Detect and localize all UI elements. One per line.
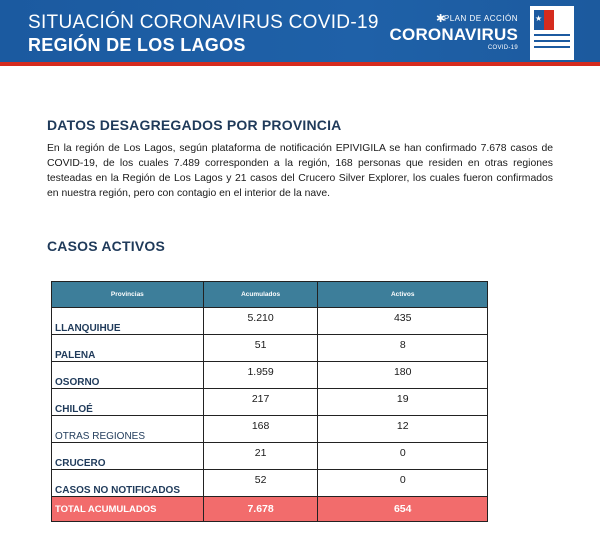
banner-title: SITUACIÓN CORONAVIRUS COVID-19 xyxy=(28,12,379,33)
active-value: 19 xyxy=(318,389,488,416)
section-title-provincia: DATOS DESAGREGADOS POR PROVINCIA xyxy=(47,117,342,133)
table-row xyxy=(52,416,488,443)
cases-table xyxy=(51,281,488,522)
accumulated-value: 217 xyxy=(203,389,318,416)
table-row xyxy=(52,470,488,497)
province-name: OSORNO xyxy=(52,362,204,389)
total-accumulated: 7.678 xyxy=(203,497,318,522)
intro-paragraph: En la región de Los Lagos, según plataforma de notificación EPIVIGILA se han confirmado 7.678 casos de COVID-19, de los cuales 7.489 corresponden a la región, 168 personas que residen en otras regiones testeadas en la Región de Los Lagos y 21 casos del Crucero Silver Explorer, los cuales fueron confirmados en nuestra región, pero con contagio en el interior de la nave. xyxy=(47,143,553,199)
accumulated-value: 168 xyxy=(203,416,318,443)
covid-label: COVID-19 xyxy=(487,45,518,51)
total-label: TOTAL ACUMULADOS xyxy=(52,497,204,522)
active-value: 0 xyxy=(318,443,488,470)
government-logo xyxy=(530,6,574,60)
table-row xyxy=(52,308,488,335)
active-value: 180 xyxy=(318,362,488,389)
accumulated-value: 51 xyxy=(203,335,318,362)
active-value: 12 xyxy=(318,416,488,443)
province-name: CRUCERO xyxy=(52,443,204,470)
table-row xyxy=(52,335,488,362)
province-name: CHILOÉ xyxy=(52,389,204,416)
province-name: CASOS NO NOTIFICADOS xyxy=(52,470,204,497)
table-total-row xyxy=(52,497,488,522)
active-value: 435 xyxy=(318,308,488,335)
flag-star-icon: ★ xyxy=(535,14,543,23)
table-row xyxy=(52,389,488,416)
header-acumulados: Acumulados xyxy=(203,282,318,308)
section-title-activos: CASOS ACTIVOS xyxy=(47,238,165,254)
coronavirus-label: CORONAVIRUS xyxy=(389,25,518,44)
plan-accion-logo xyxy=(389,12,520,58)
star-icon: ✱ xyxy=(436,13,446,25)
province-name: PALENA xyxy=(52,335,204,362)
table-header-row xyxy=(52,282,488,308)
banner-divider xyxy=(0,62,600,66)
active-value: 8 xyxy=(318,335,488,362)
header-activos: Activos xyxy=(318,282,488,308)
plan-accion-label: PLAN DE ACCIÓN xyxy=(443,14,518,23)
table-row xyxy=(52,362,488,389)
banner-region: REGIÓN DE LOS LAGOS xyxy=(28,35,246,55)
header-provincias: Provincias xyxy=(52,282,204,308)
total-active: 654 xyxy=(318,497,488,522)
accumulated-value: 52 xyxy=(203,470,318,497)
active-value: 0 xyxy=(318,470,488,497)
table-row xyxy=(52,443,488,470)
accumulated-value: 5.210 xyxy=(203,308,318,335)
province-name: OTRAS REGIONES xyxy=(52,416,204,443)
accumulated-value: 1.959 xyxy=(203,362,318,389)
header-banner xyxy=(0,0,600,66)
accumulated-value: 21 xyxy=(203,443,318,470)
province-name: LLANQUIHUE xyxy=(52,308,204,335)
